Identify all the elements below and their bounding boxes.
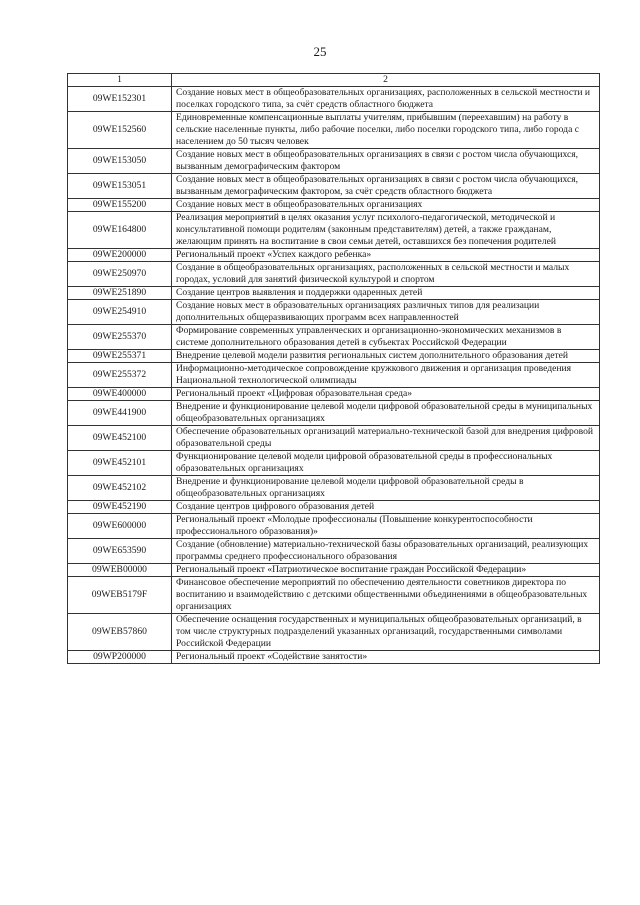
table-row (68, 401, 600, 426)
row-description: Региональный проект «Содействие занятости» (172, 651, 600, 664)
row-description: Создание центров цифрового образования детей (172, 501, 600, 514)
table-row (68, 249, 600, 262)
row-code: 09WE152301 (68, 87, 172, 112)
row-description: Внедрение и функционирование целевой модели цифровой образовательной среды в муниципальных общеобразовательных организациях (172, 401, 600, 426)
table-header-row (68, 74, 600, 87)
row-description: Информационно-методическое сопровождение кружкового движения и организация проведения Национальной технологической олимпиады (172, 363, 600, 388)
row-code: 09WE452190 (68, 501, 172, 514)
row-code: 09WE452100 (68, 426, 172, 451)
page-number: 25 (313, 44, 327, 59)
table-row (68, 388, 600, 401)
row-description: Создание новых мест в общеобразовательных организациях в связи с ростом числа обучающихся, вызванным демографическим фактором, за счёт средств областного бюджета (172, 174, 600, 199)
row-description: Единовременные компенсационные выплаты учителям, прибывшим (переехавшим) на работу в сельские населенные пункты, либо рабочие поселки, либо поселки городского типа, либо города с населением до 50 тысяч человек (172, 112, 600, 149)
row-description: Создание центров выявления и поддержки одаренных детей (172, 287, 600, 300)
table-row (68, 149, 600, 174)
row-description: Внедрение и функционирование целевой модели цифровой образовательной среды в общеобразовательных организациях (172, 476, 600, 501)
row-description: Функционирование целевой модели цифровой образовательной среды в профессиональных образовательных организациях (172, 451, 600, 476)
column-header-2: 2 (172, 74, 600, 87)
table-row (68, 112, 600, 149)
row-description: Обеспечение оснащения государственных и муниципальных общеобразовательных организаций, в том числе структурных подразделений указанных организаций, государственными символами Российской Федерации (172, 614, 600, 651)
row-description: Реализация мероприятий в целях оказания услуг психолого-педагогической, методической и консультативной помощи родителям (законным представителям) детей, а также гражданам, желающим принять на воспитание в свои семьи детей, оставшихся без попечения родителей (172, 212, 600, 249)
row-code: 09WE164800 (68, 212, 172, 249)
row-description: Создание новых мест в общеобразовательных организациях (172, 199, 600, 212)
budget-codes-table (67, 73, 600, 664)
row-description: Региональный проект «Цифровая образовательная среда» (172, 388, 600, 401)
table-row (68, 614, 600, 651)
table-row (68, 577, 600, 614)
table-row (68, 426, 600, 451)
table-row (68, 325, 600, 350)
row-code: 09WE255370 (68, 325, 172, 350)
row-code: 09WE452101 (68, 451, 172, 476)
column-header-1: 1 (68, 74, 172, 87)
row-code: 09WEB00000 (68, 564, 172, 577)
row-code: 09WE153051 (68, 174, 172, 199)
row-code: 09WP200000 (68, 651, 172, 664)
row-description: Обеспечение образовательных организаций материально-технической базой для внедрения цифровой образовательной среды (172, 426, 600, 451)
row-description: Региональный проект «Успех каждого ребенка» (172, 249, 600, 262)
row-code: 09WE155200 (68, 199, 172, 212)
row-code: 09WE200000 (68, 249, 172, 262)
table-row (68, 300, 600, 325)
row-code: 09WE441900 (68, 401, 172, 426)
row-description: Региональный проект «Патриотическое воспитание граждан Российской Федерации» (172, 564, 600, 577)
table-row (68, 287, 600, 300)
row-code: 09WEB5179F (68, 577, 172, 614)
table-row (68, 564, 600, 577)
table-row (68, 514, 600, 539)
row-code: 09WE255372 (68, 363, 172, 388)
table-row (68, 501, 600, 514)
table-row (68, 451, 600, 476)
row-description: Финансовое обеспечение мероприятий по обеспечению деятельности советников директора по воспитанию и взаимодействию с детскими общественными объединениями в общеобразовательных организациях (172, 577, 600, 614)
row-code: 09WE600000 (68, 514, 172, 539)
table-row (68, 174, 600, 199)
row-description: Создание (обновление) материально-технической базы образовательных организаций, реализующих программы среднего профессионального образования (172, 539, 600, 564)
row-code: 09WE254910 (68, 300, 172, 325)
row-code: 09WE152560 (68, 112, 172, 149)
row-description: Создание новых мест в общеобразовательных организациях, расположенных в сельской местности и поселках городского типа, за счёт средств областного бюджета (172, 87, 600, 112)
row-description: Создание новых мест в образовательных организациях различных типов для реализации дополнительных общеразвивающих программ всех направленностей (172, 300, 600, 325)
table-row (68, 651, 600, 664)
table-row (68, 262, 600, 287)
row-code: 09WE250970 (68, 262, 172, 287)
table-row (68, 199, 600, 212)
table-row (68, 87, 600, 112)
row-code: 09WE452102 (68, 476, 172, 501)
row-description: Создание в общеобразовательных организациях, расположенных в сельской местности и малых городах, условий для занятий физической культурой и спортом (172, 262, 600, 287)
row-description: Формирование современных управленческих и организационно-экономических механизмов в системе дополнительного образования детей в субъектах Российской Федерации (172, 325, 600, 350)
row-code: 09WE400000 (68, 388, 172, 401)
row-description: Создание новых мест в общеобразовательных организациях в связи с ростом числа обучающихся, вызванным демографическим фактором (172, 149, 600, 174)
row-code: 09WE255371 (68, 350, 172, 363)
table-row (68, 539, 600, 564)
table-row (68, 476, 600, 501)
table-row (68, 363, 600, 388)
table-row (68, 350, 600, 363)
row-description: Региональный проект «Молодые профессионалы (Повышение конкурентоспособности профессионального образования)» (172, 514, 600, 539)
row-code: 09WE251890 (68, 287, 172, 300)
row-code: 09WE653590 (68, 539, 172, 564)
row-code: 09WE153050 (68, 149, 172, 174)
row-code: 09WEB57860 (68, 614, 172, 651)
row-description: Внедрение целевой модели развития региональных систем дополнительного образования детей (172, 350, 600, 363)
table-row (68, 212, 600, 249)
